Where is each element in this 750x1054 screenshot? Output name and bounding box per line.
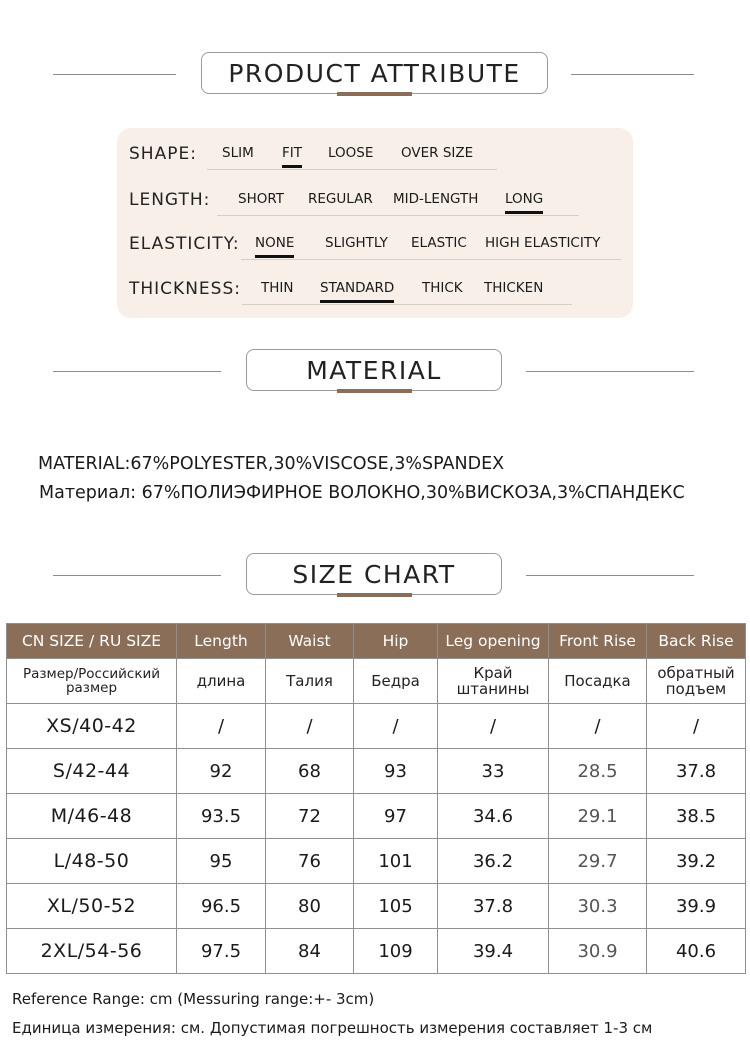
table-cell: 34.6 (438, 794, 549, 839)
measurement-note-ru: Единица измерения: см. Допустимая погрешность измерения составляет 1-3 см (12, 1019, 653, 1037)
size-cell: 2XL/54-56 (7, 929, 177, 974)
table-cell: 95 (177, 839, 266, 884)
table-row (7, 749, 746, 794)
column-header: Waist (266, 624, 354, 659)
attribute-row-thickness (117, 277, 633, 307)
column-header: Front Rise (549, 624, 647, 659)
table-cell: 33 (438, 749, 549, 794)
table-cell: 37.8 (647, 749, 746, 794)
attribute-label: ELASTICITY: (129, 234, 240, 254)
section-title: PRODUCT ATTRIBUTE (201, 52, 548, 94)
title-accent-bar (337, 389, 412, 393)
title-accent-bar (337, 92, 412, 96)
header-rule-left (53, 575, 221, 576)
material-line-ru (39, 483, 685, 503)
attribute-option: SHORT (238, 191, 284, 207)
column-header: Length (177, 624, 266, 659)
attribute-row-length (117, 188, 633, 218)
attribute-option: SLIGHTLY (325, 235, 388, 251)
header-rule-right (526, 575, 694, 576)
attribute-underline (217, 215, 579, 216)
column-header-ru: Посадка (549, 659, 647, 704)
table-cell: 36.2 (438, 839, 549, 884)
attribute-option: ELASTIC (411, 235, 467, 251)
table-header-row-en (7, 624, 746, 659)
column-header-ru: Бедра (354, 659, 438, 704)
table-row (7, 704, 746, 749)
material-label-en: MATERIAL: (38, 454, 131, 474)
table-cell: 39.4 (438, 929, 549, 974)
table-row (7, 929, 746, 974)
size-cell: XL/50-52 (7, 884, 177, 929)
attribute-underline (241, 259, 621, 260)
table-cell: 38.5 (647, 794, 746, 839)
header-rule-right (571, 74, 694, 75)
attribute-option: LOOSE (328, 145, 374, 161)
product-attribute-header (0, 52, 750, 98)
size-chart-table (6, 623, 746, 974)
table-row (7, 884, 746, 929)
table-cell: 39.9 (647, 884, 746, 929)
table-cell: 30.9 (549, 929, 647, 974)
attribute-option: THIN (261, 280, 294, 296)
table-cell: 29.1 (549, 794, 647, 839)
table-cell: 84 (266, 929, 354, 974)
attribute-option: SLIM (222, 145, 254, 161)
attribute-option: THICK (422, 280, 463, 296)
section-title: SIZE CHART (246, 553, 502, 595)
table-cell: / (549, 704, 647, 749)
column-header: Back Rise (647, 624, 746, 659)
table-cell: / (438, 704, 549, 749)
table-cell: 105 (354, 884, 438, 929)
attribute-option: THICKEN (484, 280, 544, 296)
column-header-ru: обратный подъем (647, 659, 746, 704)
table-cell: 28.5 (549, 749, 647, 794)
table-cell: 93 (354, 749, 438, 794)
table-cell: / (266, 704, 354, 749)
attribute-option-selected: LONG (505, 191, 544, 207)
column-header: CN SIZE / RU SIZE (7, 624, 177, 659)
attribute-underline (242, 304, 572, 305)
section-title: MATERIAL (246, 349, 502, 391)
attribute-option-selected: NONE (255, 235, 295, 251)
material-label-ru: Материал: (39, 483, 137, 503)
table-cell: 97 (354, 794, 438, 839)
table-cell: 40.6 (647, 929, 746, 974)
attribute-panel (117, 128, 633, 318)
table-cell: / (647, 704, 746, 749)
header-rule-right (526, 371, 694, 372)
table-cell: / (354, 704, 438, 749)
attribute-option-selected: STANDARD (320, 280, 395, 296)
size-chart-header (0, 553, 750, 599)
column-header-ru: длина (177, 659, 266, 704)
header-rule-left (53, 371, 221, 372)
attribute-option: MID-LENGTH (393, 191, 479, 207)
attribute-label: THICKNESS: (129, 279, 241, 299)
table-cell: 80 (266, 884, 354, 929)
header-rule-left (53, 74, 176, 75)
table-cell: 93.5 (177, 794, 266, 839)
table-cell: 92 (177, 749, 266, 794)
material-line-en (38, 454, 504, 474)
table-cell: 29.7 (549, 839, 647, 884)
table-cell: 68 (266, 749, 354, 794)
column-header: Leg opening (438, 624, 549, 659)
table-row (7, 794, 746, 839)
size-cell: S/42-44 (7, 749, 177, 794)
table-cell: 96.5 (177, 884, 266, 929)
attribute-row-elasticity (117, 232, 633, 262)
table-cell: 76 (266, 839, 354, 884)
table-cell: / (177, 704, 266, 749)
attribute-option: REGULAR (308, 191, 373, 207)
material-value-en: 67%POLYESTER,30%VISCOSE,3%SPANDEX (130, 454, 505, 474)
material-value-ru: 67%ПОЛИЭФИРНОЕ ВОЛОКНО,30%ВИСКОЗА,3%СПАНДЕКС (141, 483, 685, 503)
table-cell: 101 (354, 839, 438, 884)
attribute-option-selected: FIT (282, 145, 302, 161)
attribute-option: HIGH ELASTICITY (485, 235, 601, 251)
size-cell: XS/40-42 (7, 704, 177, 749)
table-cell: 39.2 (647, 839, 746, 884)
title-accent-bar (337, 593, 412, 597)
size-cell: L/48-50 (7, 839, 177, 884)
table-cell: 37.8 (438, 884, 549, 929)
attribute-row-shape (117, 142, 633, 172)
column-header-ru: Край штанины (438, 659, 549, 704)
attribute-label: LENGTH: (129, 190, 211, 210)
attribute-label: SHAPE: (129, 144, 197, 164)
size-cell: M/46-48 (7, 794, 177, 839)
table-row (7, 839, 746, 884)
column-header: Hip (354, 624, 438, 659)
reference-range-note: Reference Range: cm (Messuring range:+- 3cm) (12, 990, 375, 1008)
column-header-ru: Размер/Российский размер (7, 659, 177, 704)
table-header-row-ru (7, 659, 746, 704)
table-cell: 109 (354, 929, 438, 974)
column-header-ru: Талия (266, 659, 354, 704)
attribute-underline (207, 169, 497, 170)
attribute-option: OVER SIZE (401, 145, 474, 161)
table-cell: 97.5 (177, 929, 266, 974)
material-header (0, 349, 750, 395)
table-cell: 72 (266, 794, 354, 839)
table-cell: 30.3 (549, 884, 647, 929)
